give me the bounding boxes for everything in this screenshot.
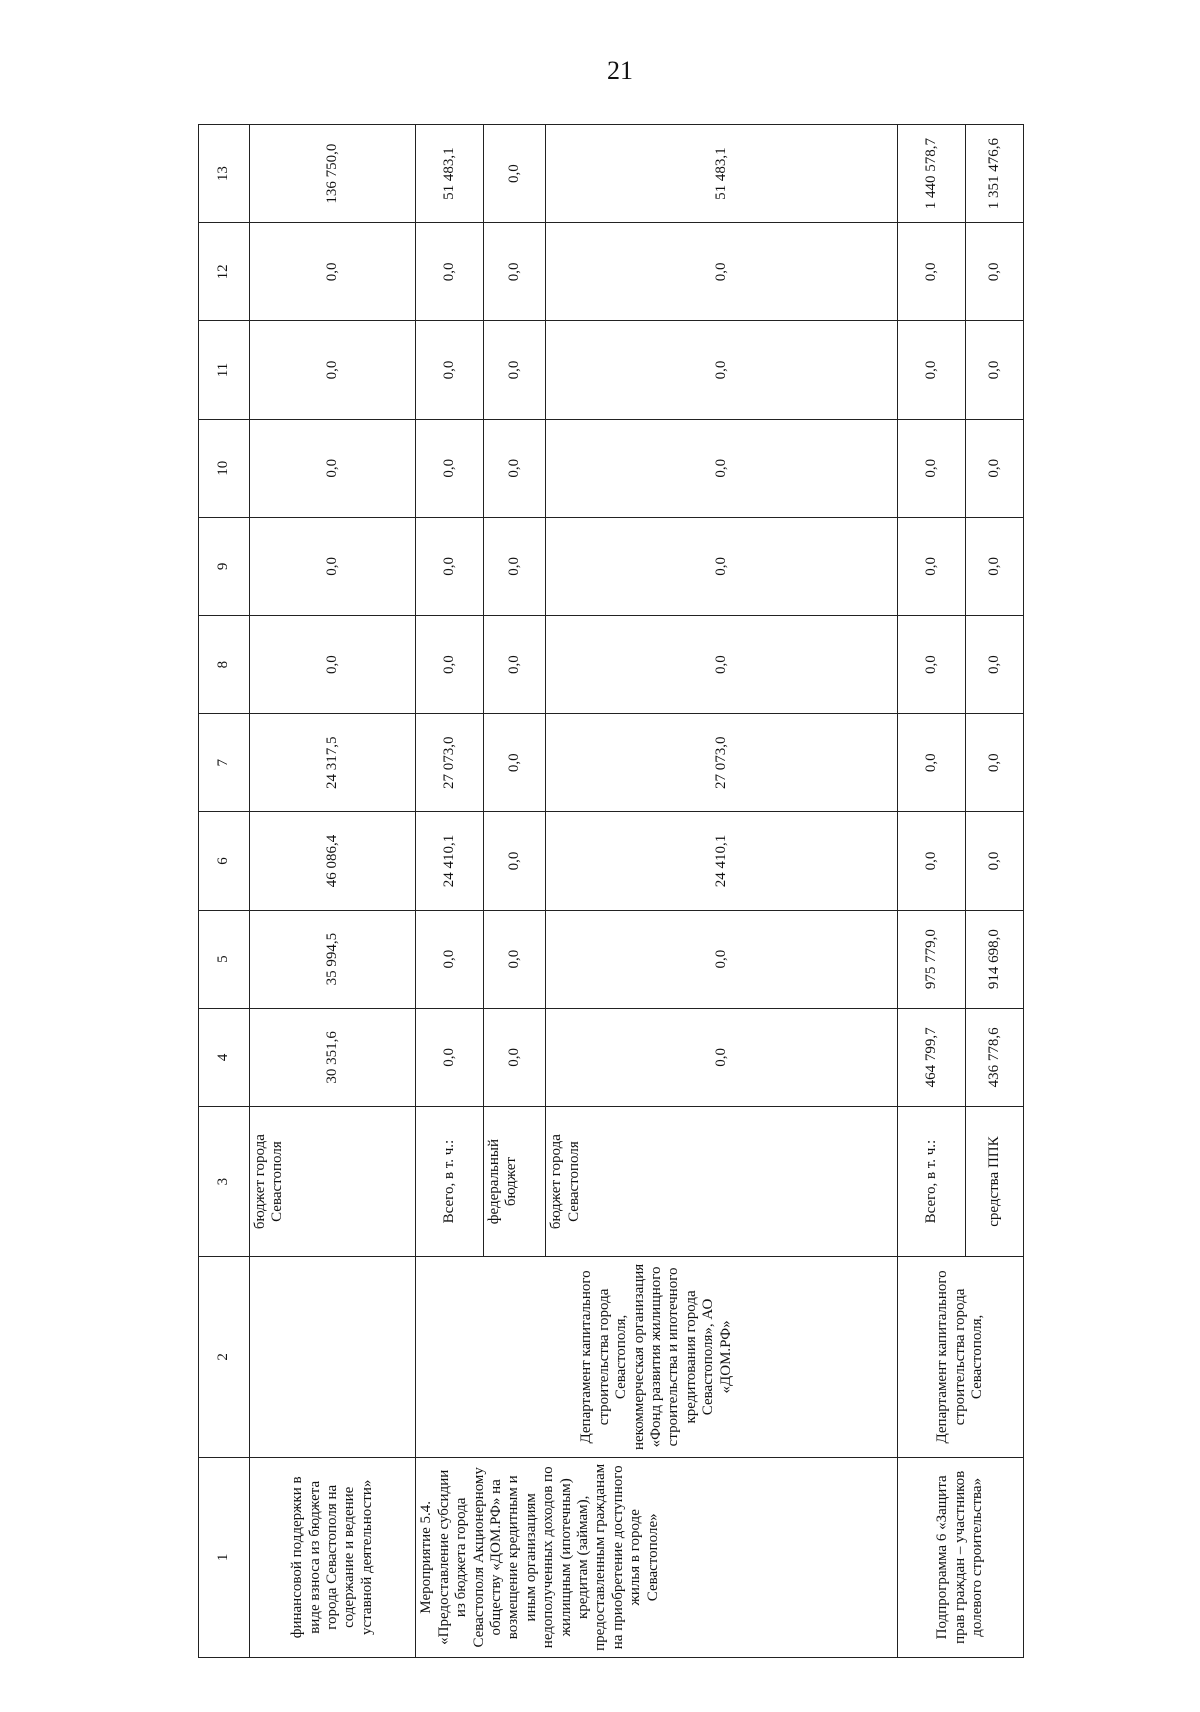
- value-cell: 0,0: [484, 125, 546, 223]
- measure-cell: Подпрограмма 6 «Защита прав граждан – участников долевого строительства»: [898, 1457, 1024, 1657]
- col-header-11: 11: [199, 321, 250, 419]
- value-cell: 0,0: [546, 1008, 898, 1106]
- value-cell: 0,0: [898, 616, 966, 714]
- value-cell: 914 698,0: [965, 910, 1023, 1008]
- value-cell: 0,0: [898, 321, 966, 419]
- executor-cell: [249, 1257, 415, 1457]
- value-cell: 46 086,4: [249, 812, 415, 910]
- value-cell: 0,0: [249, 223, 415, 321]
- value-cell: 0,0: [416, 1008, 484, 1106]
- value-cell: 0,0: [965, 321, 1023, 419]
- col-header-1: 1: [199, 1457, 250, 1657]
- value-cell: 0,0: [965, 812, 1023, 910]
- value-cell: 0,0: [898, 223, 966, 321]
- source-cell: средства ППК: [965, 1106, 1023, 1256]
- value-cell: 1 440 578,7: [898, 125, 966, 223]
- value-cell: 0,0: [416, 321, 484, 419]
- col-header-3: 3: [199, 1106, 250, 1256]
- value-cell: 436 778,6: [965, 1008, 1023, 1106]
- value-cell: 0,0: [249, 419, 415, 517]
- value-cell: 0,0: [484, 223, 546, 321]
- value-cell: 0,0: [546, 910, 898, 1008]
- value-cell: 0,0: [898, 714, 966, 812]
- value-cell: 0,0: [965, 616, 1023, 714]
- col-header-6: 6: [199, 812, 250, 910]
- value-cell: 0,0: [965, 223, 1023, 321]
- value-cell: 27 073,0: [546, 714, 898, 812]
- value-cell: 24 317,5: [249, 714, 415, 812]
- value-cell: 0,0: [484, 1008, 546, 1106]
- col-header-8: 8: [199, 616, 250, 714]
- source-cell: бюджет города Севастополя: [546, 1106, 898, 1256]
- column-number-row: [199, 125, 250, 1658]
- value-cell: 0,0: [416, 616, 484, 714]
- value-cell: 0,0: [898, 419, 966, 517]
- value-cell: 0,0: [484, 616, 546, 714]
- source-cell: федеральный бюджет: [484, 1106, 546, 1256]
- value-cell: 30 351,6: [249, 1008, 415, 1106]
- table-row: [898, 125, 966, 1658]
- value-cell: 0,0: [484, 714, 546, 812]
- value-cell: 24 410,1: [546, 812, 898, 910]
- value-cell: 0,0: [416, 419, 484, 517]
- measure-cell: финансовой поддержки в виде взноса из бюджета города Севастополя на содержание и ведение уставной деятельности»: [249, 1457, 415, 1657]
- value-cell: 0,0: [416, 910, 484, 1008]
- value-cell: 0,0: [546, 616, 898, 714]
- value-cell: 51 483,1: [546, 125, 898, 223]
- value-cell: 27 073,0: [416, 714, 484, 812]
- col-header-5: 5: [199, 910, 250, 1008]
- value-cell: 0,0: [965, 714, 1023, 812]
- value-cell: 0,0: [484, 517, 546, 615]
- value-cell: 0,0: [546, 321, 898, 419]
- table-row: [416, 125, 484, 1658]
- page-number: 21: [607, 56, 633, 85]
- value-cell: 0,0: [546, 419, 898, 517]
- rotated-table-container: [198, 124, 1024, 1658]
- value-cell: 975 779,0: [898, 910, 966, 1008]
- value-cell: 0,0: [484, 419, 546, 517]
- executor-cell: Департамент капитального строительства города Севастополя, некоммерческая организация «Фонд развития жилищного строительства и ипотечного кредитования города Севастополя», АО «ДОМ.РФ»: [416, 1257, 898, 1457]
- value-cell: 464 799,7: [898, 1008, 966, 1106]
- executor-cell: Департамент капитального строительства города Севастополя,: [898, 1257, 1024, 1457]
- value-cell: 0,0: [249, 616, 415, 714]
- value-cell: 0,0: [249, 321, 415, 419]
- col-header-13: 13: [199, 125, 250, 223]
- value-cell: 1 351 476,6: [965, 125, 1023, 223]
- value-cell: 0,0: [416, 223, 484, 321]
- col-header-12: 12: [199, 223, 250, 321]
- col-header-9: 9: [199, 517, 250, 615]
- value-cell: 35 994,5: [249, 910, 415, 1008]
- value-cell: 0,0: [898, 517, 966, 615]
- table-row: [249, 125, 415, 1658]
- value-cell: 0,0: [484, 910, 546, 1008]
- value-cell: 0,0: [965, 419, 1023, 517]
- col-header-2: 2: [199, 1257, 250, 1457]
- value-cell: 0,0: [484, 321, 546, 419]
- source-cell: Всего, в т. ч.:: [898, 1106, 966, 1256]
- value-cell: 0,0: [484, 812, 546, 910]
- value-cell: 24 410,1: [416, 812, 484, 910]
- source-cell: бюджет города Севастополя: [249, 1106, 415, 1256]
- col-header-7: 7: [199, 714, 250, 812]
- value-cell: 0,0: [249, 517, 415, 615]
- measure-cell: Мероприятие 5.4. «Предоставление субсидии из бюджета города Севастополя Акционерному обществу «ДОМ.РФ» на возмещение кредитным и иным организациям недополученных доходов по жилищным (ипотечным) кредитам (займам), предоставленным гражданам на приобретение доступного жилья в городе Севастополе»: [416, 1457, 898, 1657]
- value-cell: 136 750,0: [249, 125, 415, 223]
- financing-table: [198, 124, 1024, 1658]
- col-header-10: 10: [199, 419, 250, 517]
- value-cell: 0,0: [416, 517, 484, 615]
- value-cell: 51 483,1: [416, 125, 484, 223]
- value-cell: 0,0: [546, 517, 898, 615]
- source-cell: Всего, в т. ч.:: [416, 1106, 484, 1256]
- col-header-4: 4: [199, 1008, 250, 1106]
- value-cell: 0,0: [898, 812, 966, 910]
- value-cell: 0,0: [965, 517, 1023, 615]
- value-cell: 0,0: [546, 223, 898, 321]
